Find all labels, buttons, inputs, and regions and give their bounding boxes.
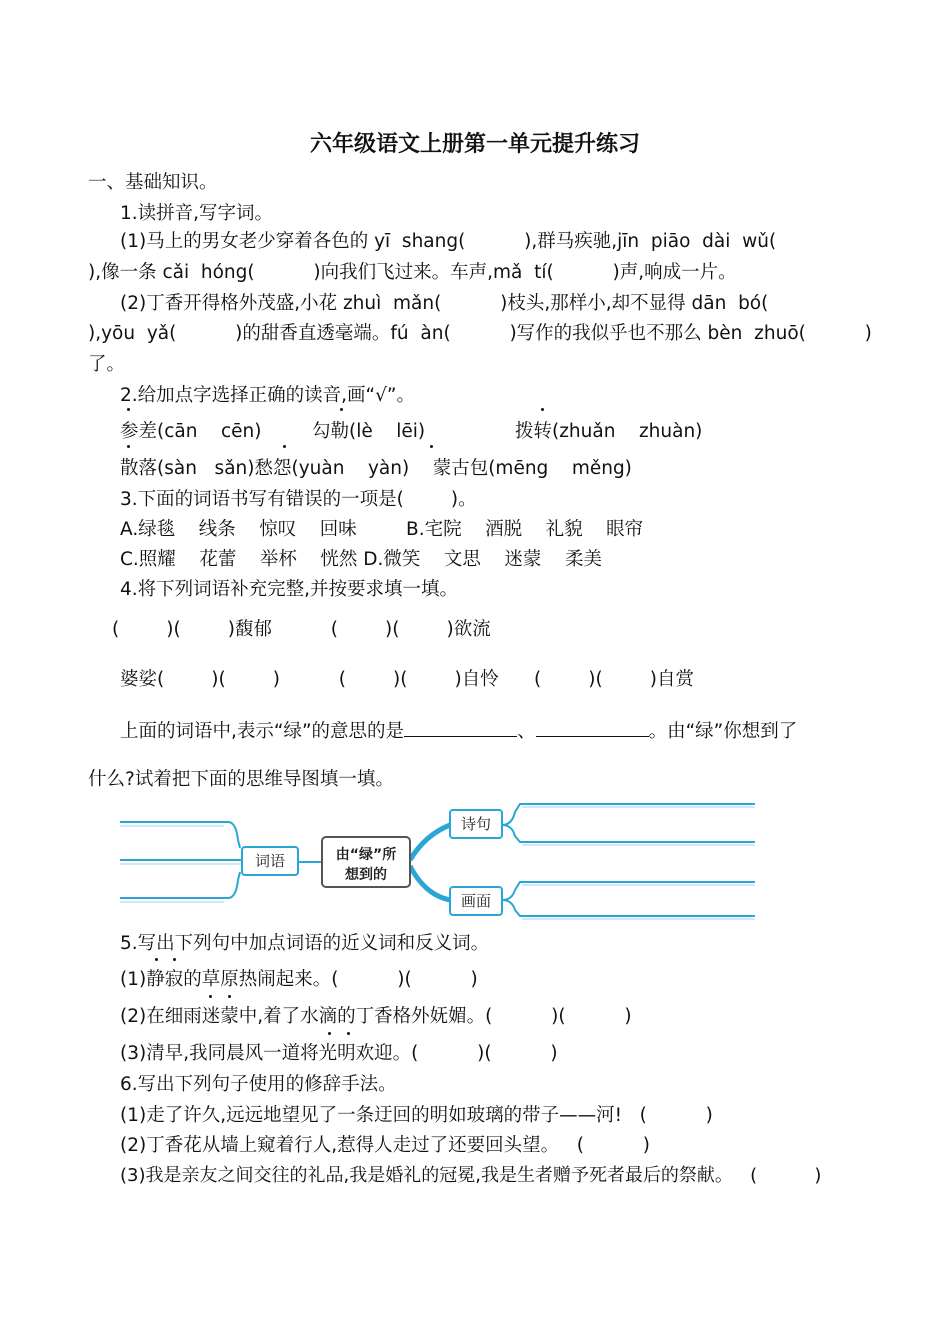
q6-sentence-3: (3)我是亲友之间交往的礼品,我是婚礼的冠冕,我是生者赠予死者最后的祭献。 ( ) (120, 1165, 822, 1186)
q6-sentence-1: (1)走了许久,远远地望见了一条迂回的明如玻璃的带子——河! ( ) (120, 1105, 713, 1126)
mind-map-branch-line (502, 825, 755, 842)
emphasis-dot (347, 1032, 350, 1035)
mind-map-node-shiju: 诗句 (460, 815, 492, 833)
mind-map-node-ciyu: 词语 (254, 852, 286, 870)
q4-p1-c: 。由“绿”你想到了 (648, 721, 798, 742)
q1-line-2: ),像一条 cǎi hóng( )向我们飞过来。车声,mǎ tí( )声,响成一片。 (88, 262, 737, 283)
q3-option-a: A.绿毯 线条 惊叹 回味 (120, 519, 357, 540)
q3-option-cd: C.照耀 花蕾 举杯 恍然 D.微笑 文思 迷蒙 柔美 (120, 549, 602, 570)
q4-words-1: ( )( )馥郁 ( )( )欲流 (112, 619, 491, 640)
emphasis-dot (173, 958, 176, 961)
emphasis-dot (328, 1032, 331, 1035)
q3-option-b: B.宅院 酒脱 礼貌 眼帘 (406, 519, 644, 540)
q1-line-3: (2)丁香开得格外茂盛,小花 zhuì mǎn( )枝头,那样小,却不显得 dān bó( (120, 293, 769, 314)
q5-heading: 5.写出下列句中加点词语的近义词和反义词。 (120, 933, 490, 954)
q4-words-2: 婆娑( )( ) ( )( )自怜 ( )( )自赏 (120, 669, 694, 690)
q1-line-1: (1)马上的男女老少穿着各色的 yī shang( ),群马疾驰,jīn piāo dài wǔ( (120, 231, 777, 252)
q3-heading: 3.下面的词语书写有错误的一项是( )。 (120, 489, 477, 510)
q6-sentence-2: (2)丁香花从墙上窥着行人,惹得人走过了还要回头望。 ( ) (120, 1135, 650, 1156)
q4-heading: 4.将下列词语补充完整,并按要求填一填。 (120, 579, 459, 600)
q2-row-2: 散落(sàn sǎn)愁怨(yuàn yàn) 蒙古包(mēng měng) (120, 458, 632, 479)
q5-sentence-1: (1)静寂的草原热闹起来。( )( ) (120, 969, 478, 990)
q6-heading: 6.写出下列句子使用的修辞手法。 (120, 1074, 397, 1095)
page-title: 六年级语文上册第一单元提升练习 (309, 132, 640, 157)
q2-option-2: 勾勒(lè lēi) (312, 421, 426, 442)
mind-map-branch-line (120, 872, 240, 898)
emphasis-dot (155, 958, 158, 961)
mind-map-branch-line (502, 900, 755, 916)
q4-p1-a: 上面的词语中,表示“绿”的意思的是 (120, 721, 405, 742)
q5-sentence-3: (3)清早,我同晨风一道将光明欢迎。( )( ) (120, 1043, 558, 1064)
q5-sentence-2: (2)在细雨迷蒙中,着了水滴的丁香格外妩媚。( )( ) (120, 1006, 632, 1027)
q1-line-5: 了。 (88, 354, 126, 375)
section-heading: 一、基础知识。 (88, 172, 218, 193)
q2-option-3: 拨转(zhuǎn zhuàn) (515, 421, 703, 442)
emphasis-dot (209, 995, 212, 998)
mind-map-center-line-1: 由“绿”所 (335, 847, 397, 863)
mind-map-node-huamian: 画面 (460, 892, 492, 910)
mind-map-connector (410, 825, 450, 860)
q2-option-1: 参差(cān cēn) (120, 421, 262, 442)
mind-map-connector (410, 866, 450, 900)
q4-paragraph-2: 什么?试着把下面的思维导图填一填。 (88, 769, 394, 790)
emphasis-dot (228, 995, 231, 998)
q4-p1-b: 、 (517, 721, 536, 742)
mind-map-center-line-2: 想到的 (345, 867, 387, 883)
q2-heading: 2.给加点字选择正确的读音,画“√”。 (120, 385, 415, 406)
q1-heading: 1.读拼音,写字词。 (120, 203, 274, 224)
q1-line-4: ),yōu yǎ( )的甜香直透毫端。fú àn( )写作的我似乎也不那么 bèn zhuō( ) (88, 323, 872, 344)
